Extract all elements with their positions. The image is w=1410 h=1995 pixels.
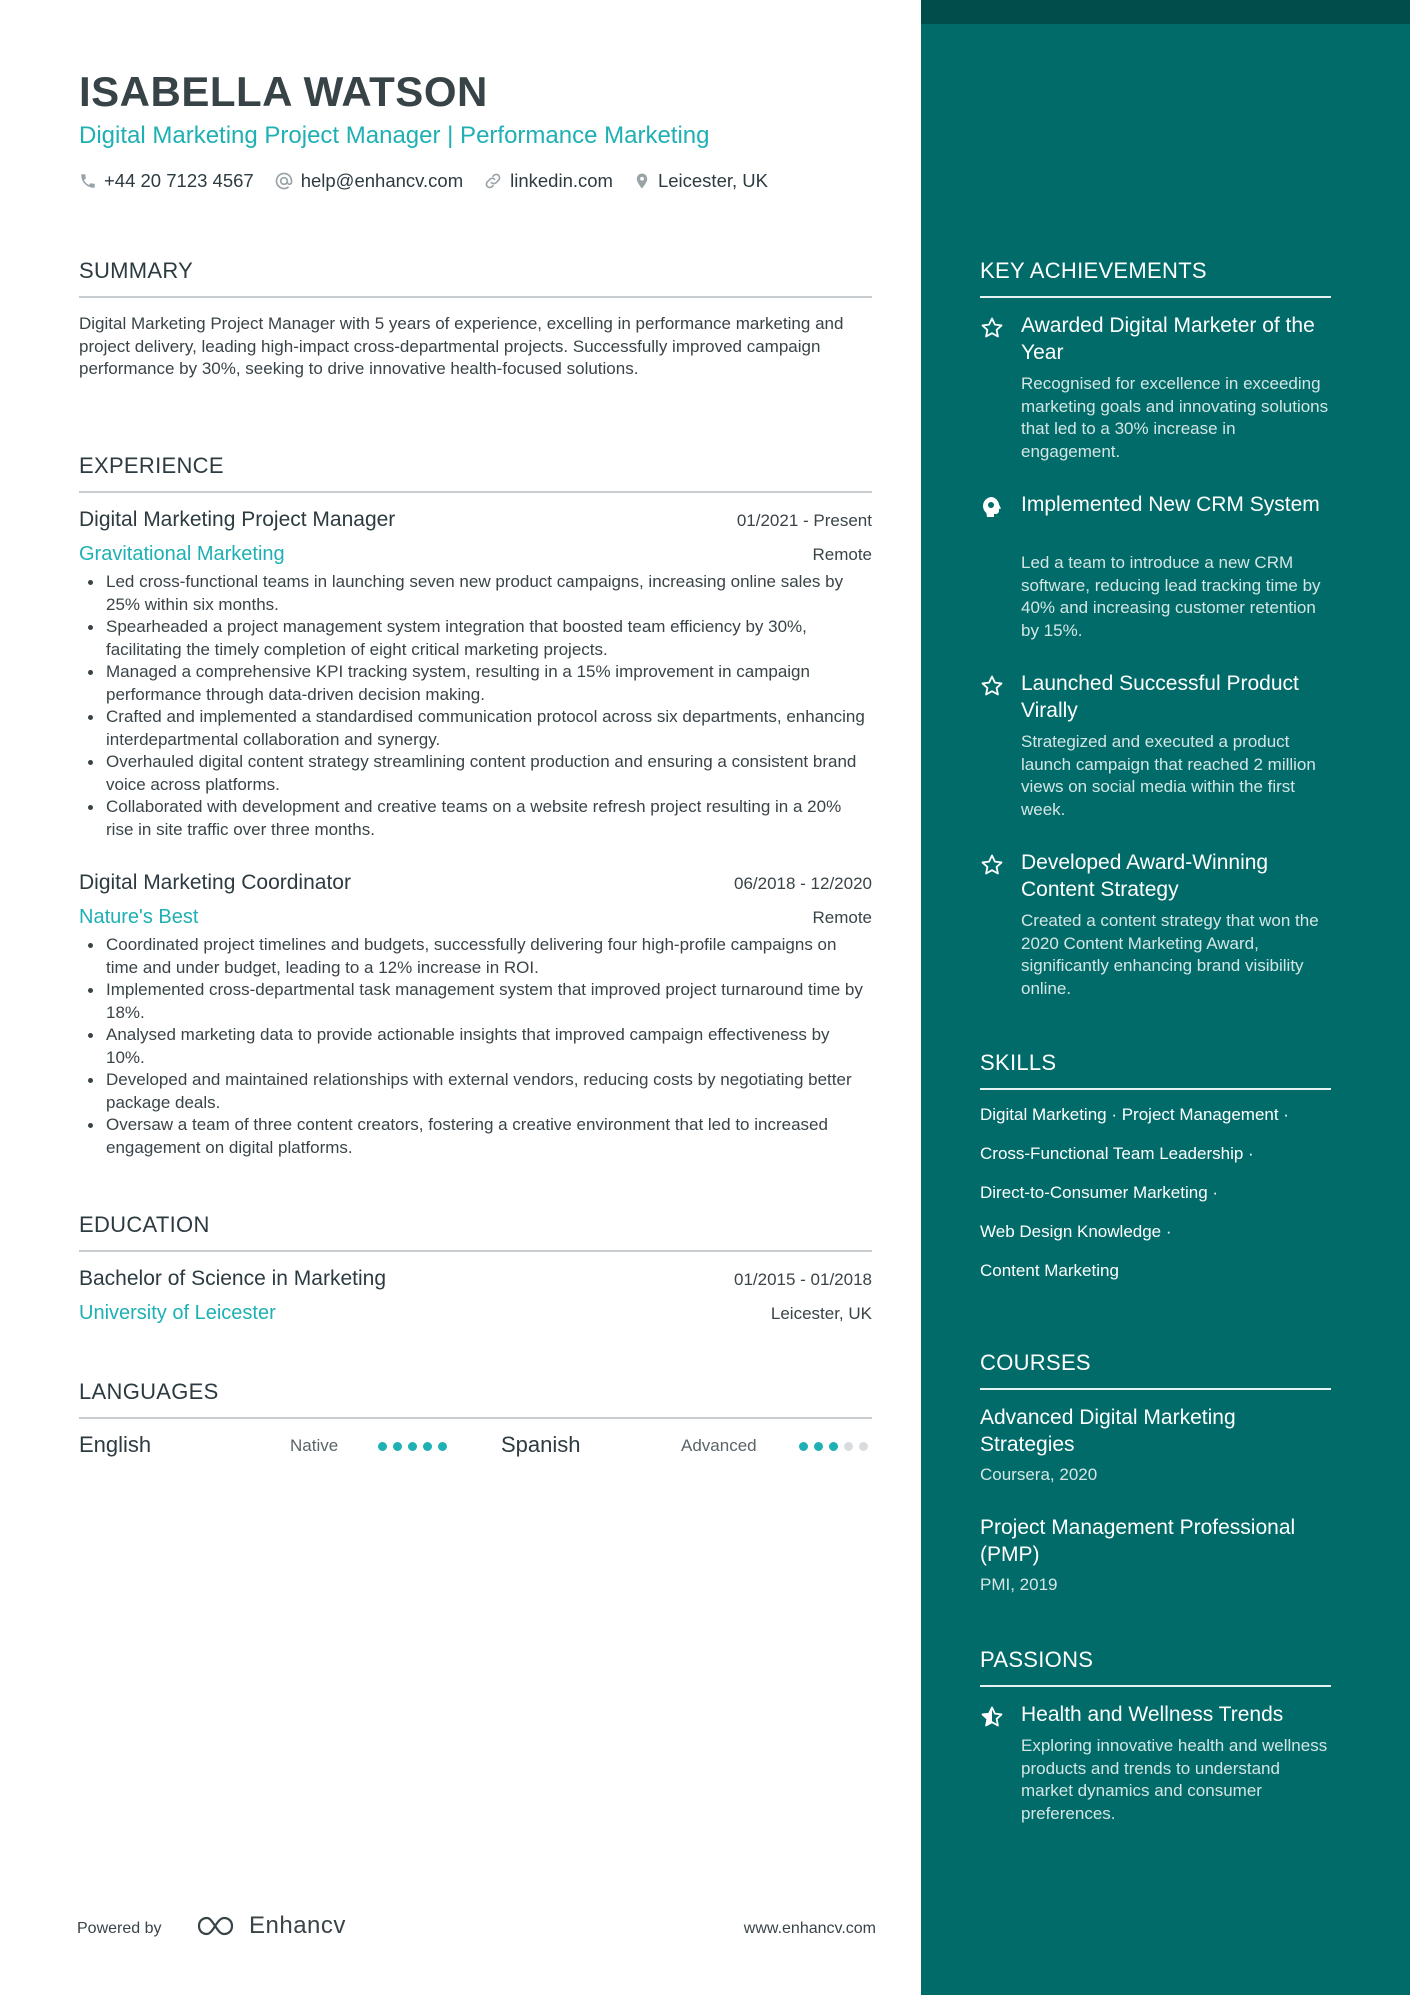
achievement-desc: Created a content strategy that won the 2020 Content Marketing Award, significantly enhancing brand visibility online. [1021,911,1319,998]
achievements-heading: KEY ACHIEVEMENTS [980,258,1207,283]
job-title: Digital Marketing Coordinator [79,871,351,894]
brand-name: Enhancv [249,1912,346,1939]
achievement-desc: Recognised for excellence in exceeding marketing goals and innovating solutions that led to a 30% increase in engagement. [1021,374,1329,461]
education-divider [79,1250,872,1252]
proficiency-dot-filled [814,1442,823,1451]
language-dots [378,1442,453,1451]
bullet-item: Spearheaded a project management system integration that boosted team efficiency by 30%, facilitating the timely completion of eight critical marketing projects. [79,616,872,661]
skill-line: Content Marketing [980,1261,1119,1280]
bullet-item: Implemented cross-departmental task management system that improved project turnaround time by 18%. [79,979,872,1024]
skills-heading: SKILLS [980,1050,1057,1075]
contact-linkedin[interactable] [483,170,613,192]
achievement-title: Awarded Digital Marketer of the Year [1021,314,1315,364]
proficiency-dot-filled [438,1442,447,1451]
star-outline-icon [980,316,1004,340]
language-dots [799,1442,874,1451]
language-level: Advanced [681,1436,757,1455]
languages-heading: LANGUAGES [79,1379,219,1404]
job-location: Remote [812,908,872,927]
skills-divider [980,1088,1331,1090]
proficiency-dot-empty [859,1442,868,1451]
bullet-item: Overhauled digital content strategy streamlining content production and ensuring a consistent brand voice across platforms. [79,751,872,796]
job-date: 01/2021 - Present [736,511,872,530]
proficiency-dot-empty [844,1442,853,1451]
phone-text: +44 20 7123 4567 [104,170,254,191]
powered-by-text: Powered by [77,1920,162,1937]
achievement-title: Launched Successful Product Virally [1021,672,1299,722]
job-company: Nature's Best [79,906,199,928]
bullet-item: Oversaw a team of three content creators, fostering a creative environment that led to increased engagement on digital platforms. [79,1114,872,1159]
job-date: 06/2018 - 12/2020 [733,874,872,893]
contact-location [633,170,768,192]
proficiency-dot-filled [378,1442,387,1451]
bullet-item: Collaborated with development and creative teams on a website refresh project resulting in a 20% rise in site traffic over three months. [79,796,872,841]
language-level: Native [290,1436,339,1455]
skill-line: Cross-Functional Team Leadership · [980,1144,1254,1163]
summary-text: Digital Marketing Project Manager with 5 years of experience, excelling in performance marketing and project delivery, leading high-impact cross-departmental projects. Successfully improved campaign performance by 30%, seeking to drive innovative health-focused solutions. [79,314,844,378]
skill-line: Web Design Knowledge · [980,1222,1172,1241]
candidate-title: Digital Marketing Project Manager | Performance Marketing [79,122,710,149]
courses-heading: COURSES [980,1350,1091,1375]
job-bullets [79,571,872,841]
star-outline-icon [980,674,1004,698]
proficiency-dot-filled [423,1442,432,1451]
course-title: Project Management Professional (PMP) [980,1516,1296,1566]
course-title: Advanced Digital Marketing Strategies [980,1406,1236,1456]
proficiency-dot-filled [393,1442,402,1451]
proficiency-dot-filled [799,1442,808,1451]
job-company: Gravitational Marketing [79,543,285,565]
summary-heading: SUMMARY [79,258,194,283]
languages-divider [79,1417,872,1419]
location-text: Leicester, UK [657,170,768,191]
achievement-desc: Led a team to introduce a new CRM software, reducing lead tracking time by 40% and increasing customer retention by 15%. [1021,553,1321,640]
sidebar [921,0,1410,1995]
achievement-desc: Strategized and executed a product launch campaign that reached 2 million views on social media within the first week. [1021,732,1316,819]
job-bullets [79,934,872,1159]
enhancv-logo[interactable] [195,1912,346,1940]
sidebar-top-bar [921,0,1410,24]
passion-desc: Exploring innovative health and wellness products and trends to understand market dynamics and consumer preferences. [1021,1736,1328,1823]
language-name: English [79,1432,152,1457]
email-text: help@enhancv.com [300,170,464,191]
bullet-item: Led cross-functional teams in launching seven new product campaigns, increasing online sales by 25% within six months. [79,571,872,616]
link-icon [483,171,503,191]
site-link[interactable]: www.enhancv.com [743,1920,876,1937]
degree-title: Bachelor of Science in Marketing [79,1267,386,1290]
course-provider: PMI, 2019 [980,1575,1058,1594]
contact-email[interactable] [274,170,463,192]
achievement-title: Implemented New CRM System [1021,493,1320,516]
courses-divider [980,1388,1331,1390]
bullet-item: Analysed marketing data to provide actionable insights that improved campaign effectiveness by 10%. [79,1024,872,1069]
contact-row [79,170,788,192]
school-location: Leicester, UK [770,1304,872,1323]
star-outline-icon [980,853,1004,877]
brain-icon [980,495,1004,519]
summary-divider [79,296,872,298]
job-title: Digital Marketing Project Manager [79,508,396,531]
bullet-item: Crafted and implemented a standardised communication protocol across six departments, enhancing interdepartmental collaboration and synergy. [79,706,872,751]
half-star-icon [980,1705,1004,1729]
achievements-divider [980,296,1331,298]
education-heading: EDUCATION [79,1212,210,1237]
proficiency-dot-filled [408,1442,417,1451]
at-icon [274,171,294,191]
contact-phone[interactable] [79,170,254,192]
skill-line: Direct-to-Consumer Marketing · [980,1183,1219,1202]
candidate-name: ISABELLA WATSON [79,68,488,115]
passions-divider [980,1685,1331,1687]
passion-title: Health and Wellness Trends [1021,1703,1284,1726]
job-location: Remote [812,545,872,564]
bullet-item: Managed a comprehensive KPI tracking system, resulting in a 15% improvement in campaign performance through data-driven decision making. [79,661,872,706]
infinity-logo-icon [195,1913,241,1939]
experience-divider [79,491,872,493]
language-name: Spanish [501,1432,581,1457]
proficiency-dot-filled [829,1442,838,1451]
bullet-item: Developed and maintained relationships with external vendors, reducing costs by negotiating better package deals. [79,1069,872,1114]
location-pin-icon [633,171,651,191]
passions-heading: PASSIONS [980,1647,1094,1672]
phone-icon [79,172,97,190]
achievement-title: Developed Award-Winning Content Strategy [1021,851,1269,901]
skill-line: Digital Marketing · Project Management · [980,1105,1289,1124]
bullet-item: Coordinated project timelines and budgets, successfully delivering four high-profile campaigns on time and under budget, leading to a 12% increase in ROI. [79,934,872,979]
school-name: University of Leicester [79,1302,276,1324]
education-date: 01/2015 - 01/2018 [733,1270,872,1289]
linkedin-text: linkedin.com [510,170,613,191]
experience-heading: EXPERIENCE [79,453,224,478]
languages-row [79,1432,872,1462]
course-provider: Coursera, 2020 [980,1465,1098,1484]
